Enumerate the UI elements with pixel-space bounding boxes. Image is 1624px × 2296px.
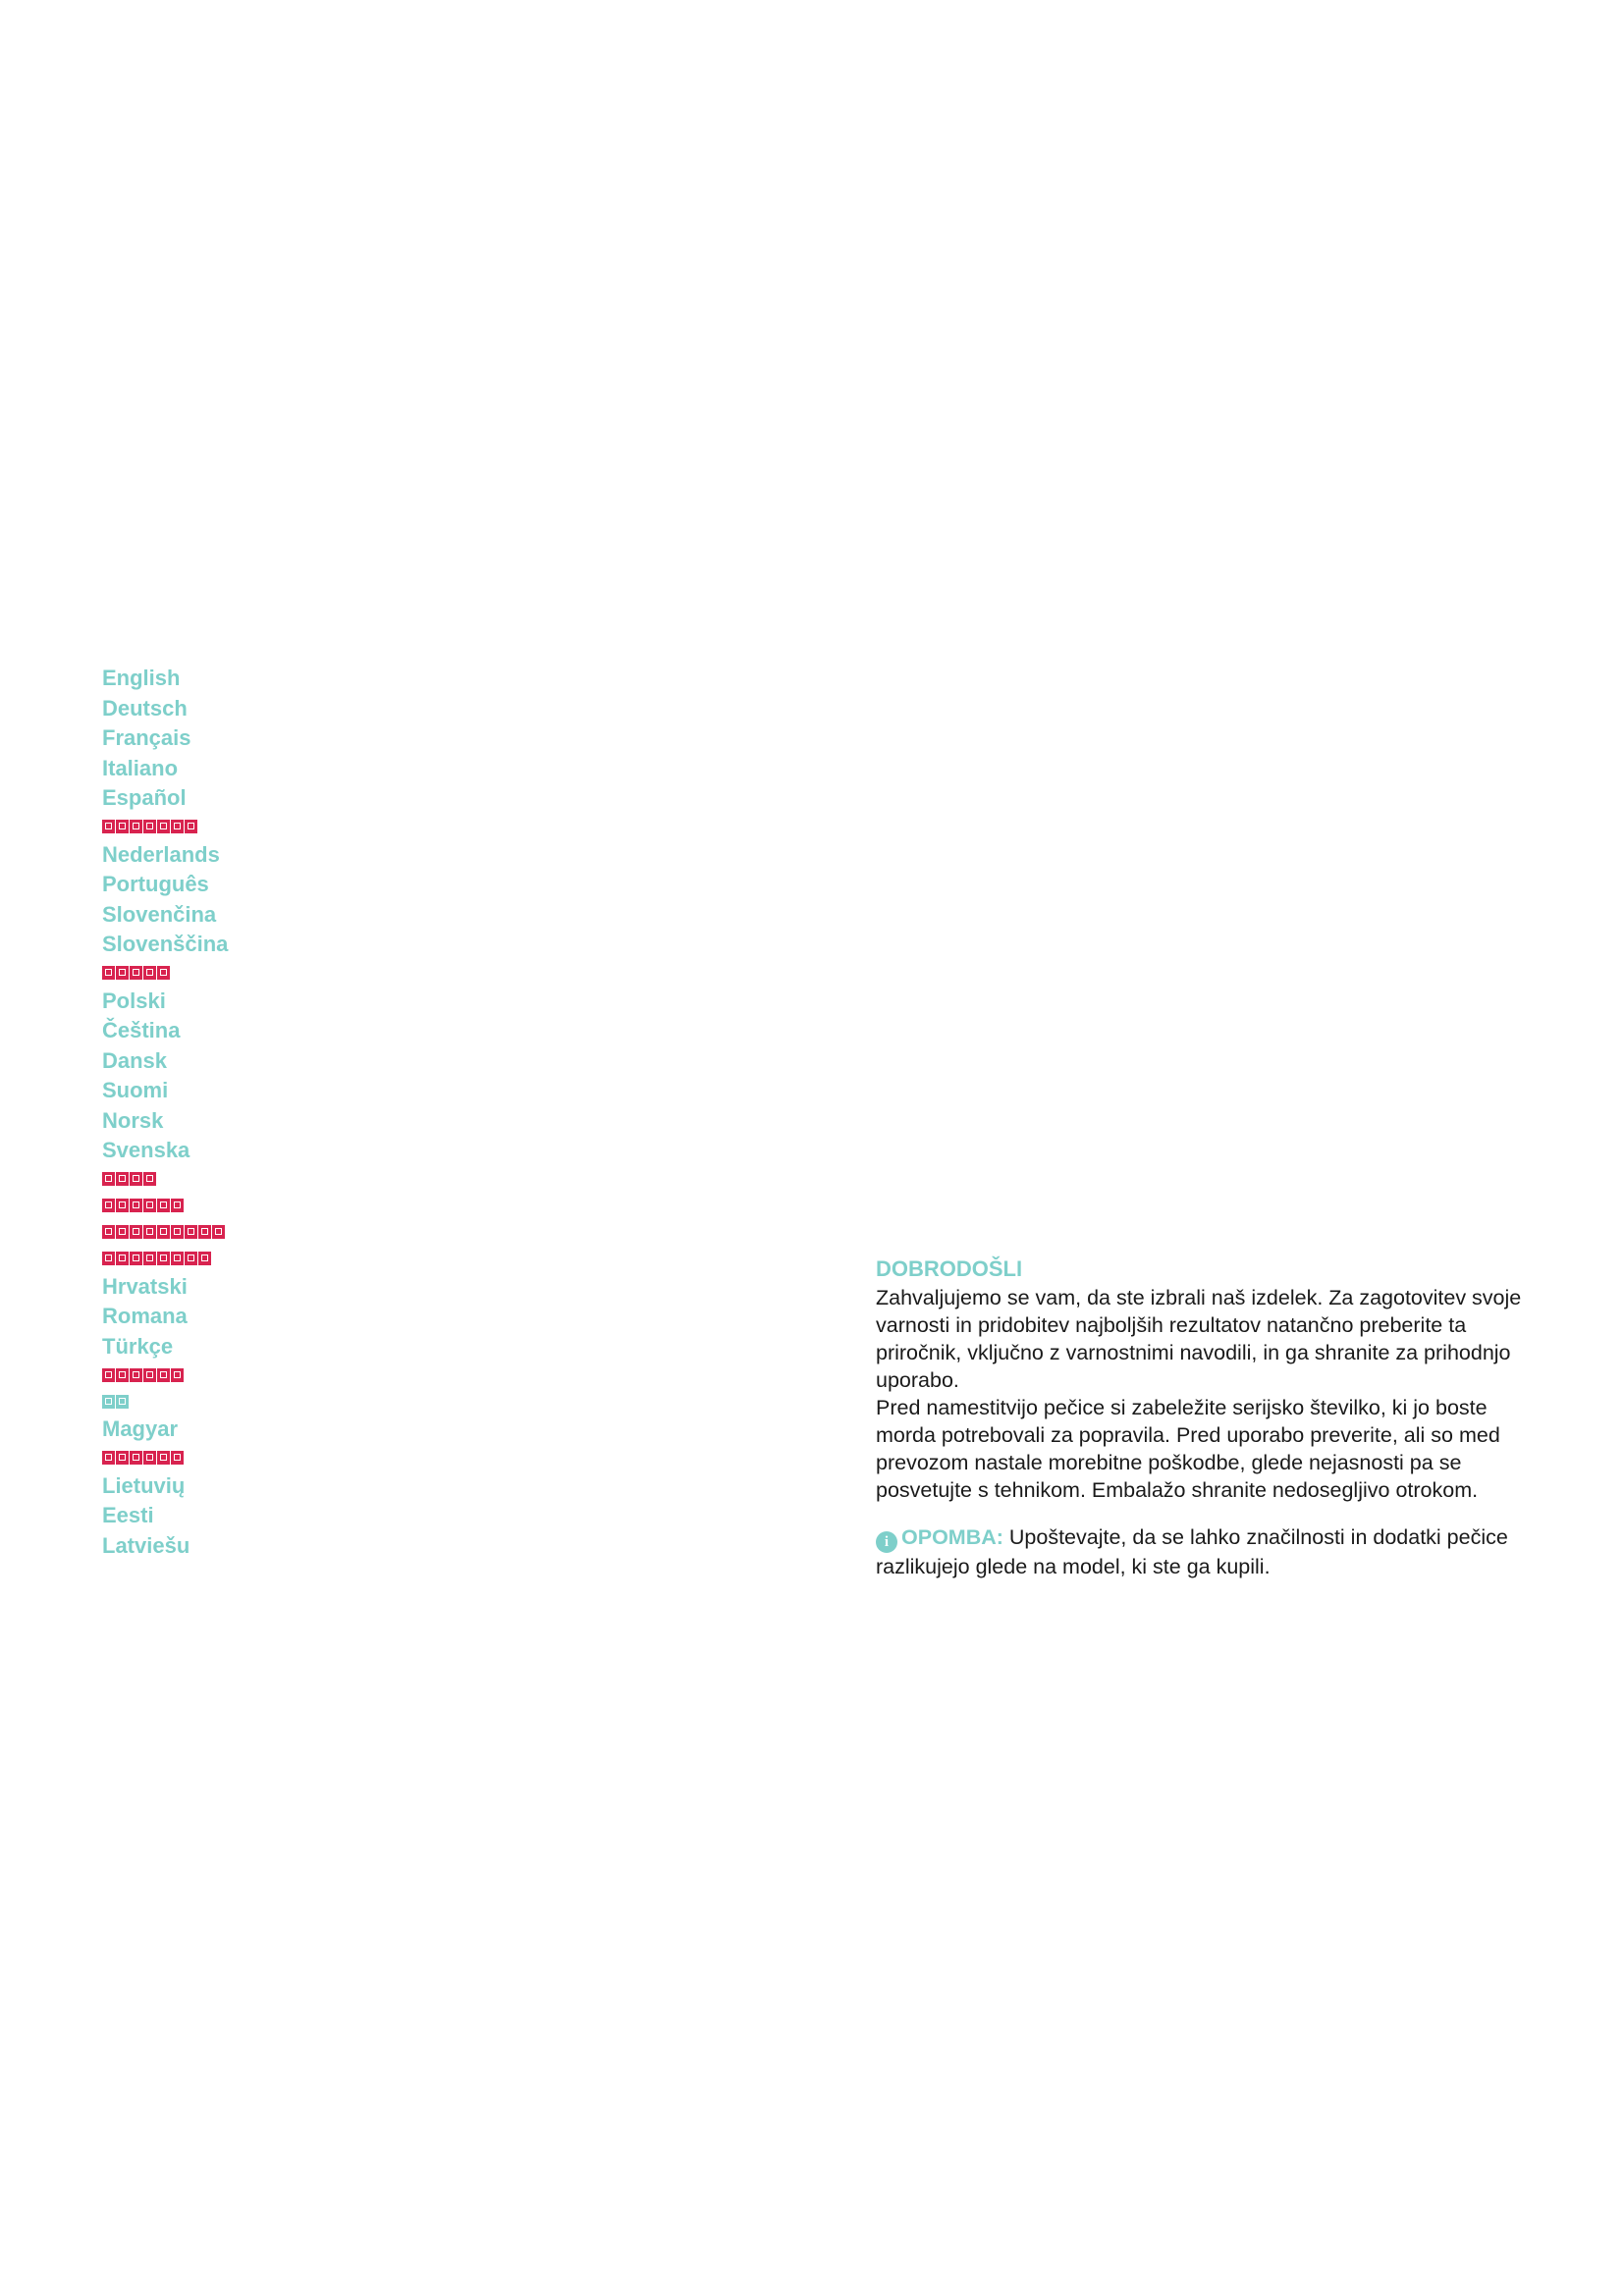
language-item[interactable]: Português <box>102 872 209 896</box>
missing-glyph-icon <box>130 1252 142 1265</box>
missing-glyph-icon <box>157 1199 170 1212</box>
missing-glyph-icon <box>102 1252 115 1265</box>
language-item[interactable]: Türkçe <box>102 1333 174 1359</box>
welcome-paragraph-1 <box>876 1284 1540 1394</box>
missing-glyph-icon <box>102 1225 115 1239</box>
missing-glyph-icon <box>171 1252 184 1265</box>
missing-glyph-icon <box>130 1199 142 1212</box>
missing-glyph-icon <box>116 1368 129 1382</box>
missing-glyph-icon <box>157 820 170 833</box>
missing-glyph-icon <box>102 966 115 980</box>
missing-glyph-icon <box>130 1225 142 1239</box>
missing-glyph-icon <box>171 1225 184 1239</box>
missing-glyph-icon <box>130 1451 142 1465</box>
language-list <box>102 664 397 1561</box>
missing-glyph-icon <box>143 1172 156 1186</box>
missing-glyph-icon <box>116 1225 129 1239</box>
note-text-line-2: razlikujejo glede na model, ki ste ga kupili. <box>876 1555 1271 1578</box>
missing-glyph-icon <box>130 1368 142 1382</box>
language-item[interactable]: Latviešu <box>102 1532 190 1558</box>
language-item-unrendered-glyphs[interactable] <box>102 814 397 840</box>
missing-glyph-icon <box>171 1199 184 1212</box>
missing-glyph-icon <box>157 966 170 980</box>
missing-glyph-icon <box>102 820 115 833</box>
language-item[interactable]: Italiano <box>102 755 179 780</box>
info-icon: i <box>876 1531 897 1553</box>
language-item-unrendered-glyphs[interactable] <box>102 1445 397 1471</box>
welcome-p1-line: priročnik, vključno z varnostnimi navodili, in ga shranite za prihodnjo <box>876 1341 1511 1364</box>
language-item-unrendered-glyphs[interactable] <box>102 1362 397 1388</box>
language-item[interactable]: Slovenščina <box>102 932 229 956</box>
missing-glyph-icon <box>198 1252 211 1265</box>
language-item[interactable]: English <box>102 666 181 690</box>
language-item[interactable]: Suomi <box>102 1078 169 1102</box>
language-item[interactable]: Español <box>102 785 187 810</box>
missing-glyph-icon <box>130 1172 142 1186</box>
note-paragraph <box>876 1523 1540 1580</box>
missing-glyph-icon <box>143 1451 156 1465</box>
welcome-p2-line: Pred namestitvijo pečice si zabeležite serijsko številko, ki jo boste <box>876 1396 1488 1419</box>
welcome-p1-line: varnosti in pridobitev najboljših rezultatov natančno preberite ta <box>876 1313 1467 1337</box>
missing-glyph-icon <box>157 1451 170 1465</box>
language-item[interactable]: Norsk <box>102 1107 164 1133</box>
missing-glyph-icon <box>143 1199 156 1212</box>
missing-glyph-icon <box>143 1225 156 1239</box>
welcome-p2-line: prevozom nastale morebitne poškodbe, glede nejasnosti pa se <box>876 1451 1462 1474</box>
language-item-unrendered-glyphs[interactable] <box>102 1246 397 1272</box>
missing-glyph-icon <box>102 1395 115 1409</box>
missing-glyph-icon <box>157 1252 170 1265</box>
missing-glyph-icon <box>116 820 129 833</box>
missing-glyph-icon <box>157 1225 170 1239</box>
language-item[interactable]: Deutsch <box>102 695 188 721</box>
language-item[interactable]: Nederlands <box>102 841 220 867</box>
missing-glyph-icon <box>130 966 142 980</box>
language-item[interactable]: Français <box>102 725 191 750</box>
welcome-p1-line: Zahvaljujemo se vam, da ste izbrali naš izdelek. Za zagotovitev svoje <box>876 1286 1522 1309</box>
missing-glyph-icon <box>143 966 156 980</box>
welcome-p1-line: uporabo. <box>876 1368 959 1392</box>
missing-glyph-icon <box>102 1172 115 1186</box>
missing-glyph-icon <box>116 966 129 980</box>
language-item-unrendered-glyphs[interactable] <box>102 1193 397 1219</box>
missing-glyph-icon <box>185 820 197 833</box>
missing-glyph-icon <box>143 1368 156 1382</box>
missing-glyph-icon <box>116 1451 129 1465</box>
language-item[interactable]: Polski <box>102 988 166 1013</box>
note-label: OPOMBA: <box>901 1525 1003 1549</box>
language-item[interactable]: Lietuvių <box>102 1472 186 1498</box>
missing-glyph-icon <box>185 1252 197 1265</box>
language-item[interactable]: Dansk <box>102 1047 168 1073</box>
language-item[interactable]: Hrvatski <box>102 1273 188 1299</box>
missing-glyph-icon <box>143 820 156 833</box>
missing-glyph-icon <box>171 1368 184 1382</box>
language-item-unrendered-glyphs[interactable] <box>102 1166 397 1193</box>
language-item[interactable]: Svenska <box>102 1138 190 1162</box>
language-item[interactable]: Eesti <box>102 1503 154 1527</box>
missing-glyph-icon <box>171 820 184 833</box>
language-item-unrendered-glyphs[interactable] <box>102 960 397 987</box>
language-item[interactable]: Slovenčina <box>102 901 217 927</box>
language-item[interactable]: Čeština <box>102 1018 181 1042</box>
missing-glyph-icon <box>116 1395 129 1409</box>
missing-glyph-icon <box>102 1199 115 1212</box>
language-item-unrendered-glyphs[interactable] <box>102 1388 397 1415</box>
missing-glyph-icon <box>116 1199 129 1212</box>
welcome-section <box>876 1255 1540 1580</box>
welcome-title: DOBRODOŠLI <box>876 1256 1023 1281</box>
missing-glyph-icon <box>143 1252 156 1265</box>
language-item[interactable]: Magyar <box>102 1416 179 1441</box>
missing-glyph-icon <box>198 1225 211 1239</box>
missing-glyph-icon <box>212 1225 225 1239</box>
missing-glyph-icon <box>171 1451 184 1465</box>
missing-glyph-icon <box>116 1172 129 1186</box>
welcome-p2-line: posvetujte s tehnikom. Embalažo shranite nedosegljivo otrokom. <box>876 1478 1479 1502</box>
missing-glyph-icon <box>102 1451 115 1465</box>
language-item-unrendered-glyphs[interactable] <box>102 1219 397 1246</box>
missing-glyph-icon <box>102 1368 115 1382</box>
note-text-line-1: Upoštevajte, da se lahko značilnosti in dodatki pečice <box>1002 1525 1508 1549</box>
missing-glyph-icon <box>130 820 142 833</box>
welcome-paragraph-2 <box>876 1394 1540 1504</box>
missing-glyph-icon <box>185 1225 197 1239</box>
welcome-p2-line: morda potrebovali za popravila. Pred uporabo preverite, ali so med <box>876 1423 1500 1447</box>
missing-glyph-icon <box>157 1368 170 1382</box>
language-item[interactable]: Romana <box>102 1304 188 1328</box>
missing-glyph-icon <box>116 1252 129 1265</box>
